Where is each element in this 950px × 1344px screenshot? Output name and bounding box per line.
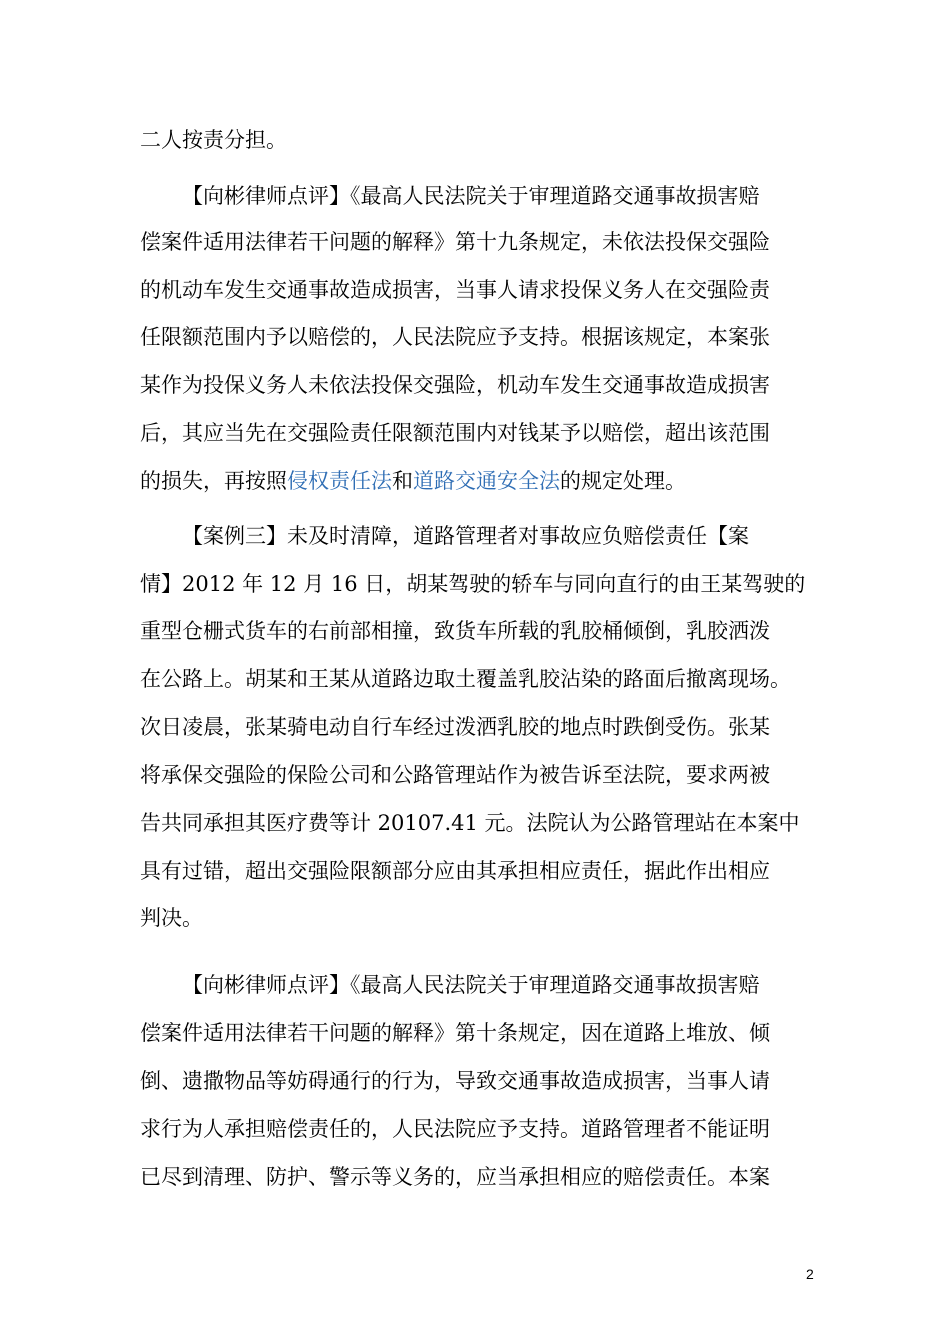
text-line: 【案例三】未及时清障，道路管理者对事故应负赔偿责任【案 xyxy=(182,524,749,548)
text-line: 重型仓栅式货车的右前部相撞，致货车所载的乳胶桶倾倒，乳胶洒泼 xyxy=(140,619,770,643)
text-line: 判决。 xyxy=(140,906,203,930)
text-line: 倒、遗撒物品等妨碍通行的行为，导致交通事故造成损害，当事人请 xyxy=(140,1069,770,1093)
text-line: 任限额范围内予以赔偿的，人民法院应予支持。根据该规定，本案张 xyxy=(140,325,770,349)
text-line: 后，其应当先在交强险责任限额范围内对钱某予以赔偿，超出该范围 xyxy=(140,421,770,445)
text-segment: 的损失，再按照 xyxy=(140,469,287,493)
text-line: 某作为投保义务人未依法投保交强险，机动车发生交通事故造成损害 xyxy=(140,373,770,397)
law-link-road-traffic-safety[interactable]: 道路交通安全法 xyxy=(413,469,560,493)
text-line: 的机动车发生交通事故造成损害，当事人请求投保义务人在交强险责 xyxy=(140,278,770,302)
text-segment: 的规定处理。 xyxy=(560,469,686,493)
text-line: 偿案件适用法律若干问题的解释》第十条规定，因在道路上堆放、倾 xyxy=(140,1021,770,1045)
text-line: 情】2012 年 12 月 16 日，胡某驾驶的轿车与同向直行的由王某驾驶的 xyxy=(140,572,806,596)
page-number: 2 xyxy=(806,1266,814,1282)
text-line: 具有过错，超出交强险限额部分应由其承担相应责任，据此作出相应 xyxy=(140,859,770,883)
text-line: 在公路上。胡某和王某从道路边取土覆盖乳胶沾染的路面后撤离现场。 xyxy=(140,667,791,691)
text-line: 【向彬律师点评】《最高人民法院关于审理道路交通事故损害赔 xyxy=(182,184,760,208)
text-line: 次日凌晨，张某骑电动自行车经过泼洒乳胶的地点时跌倒受伤。张某 xyxy=(140,715,770,739)
text-line: 求行为人承担赔偿责任的，人民法院应予支持。道路管理者不能证明 xyxy=(140,1117,770,1141)
text-line: 已尽到清理、防护、警示等义务的，应当承担相应的赔偿责任。本案 xyxy=(140,1165,770,1189)
text-line: 二人按责分担。 xyxy=(140,128,287,152)
text-segment: 和 xyxy=(392,469,413,493)
text-line: 告共同承担其医疗费等计 20107.41 元。法院认为公路管理站在本案中 xyxy=(140,811,800,835)
text-line: 偿案件适用法律若干问题的解释》第十九条规定，未依法投保交强险 xyxy=(140,230,770,254)
text-line-with-links xyxy=(140,466,950,496)
law-link-tort-liability[interactable]: 侵权责任法 xyxy=(287,469,392,493)
text-line: 【向彬律师点评】《最高人民法院关于审理道路交通事故损害赔 xyxy=(182,973,760,997)
text-line: 将承保交强险的保险公司和公路管理站作为被告诉至法院，要求两被 xyxy=(140,763,770,787)
